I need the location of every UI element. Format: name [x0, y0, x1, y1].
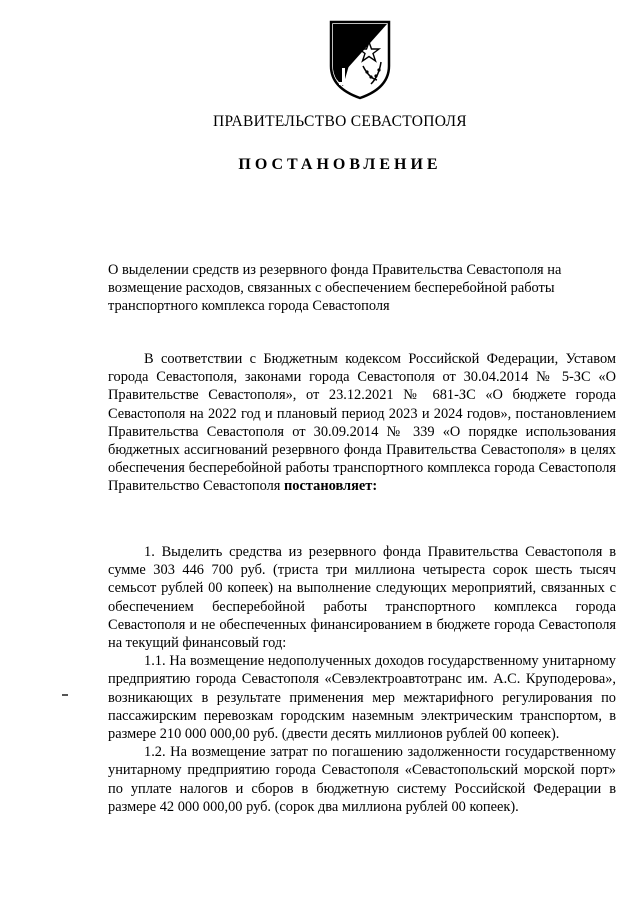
item-1-1: 1.1. На возмещение недополученных доходов государственному унитарному предприятию города Севастополя «Севэлектроавтотранс им. А.С. Круподерова», возникающих в результате применения мер межтарифного регулирования по пассажирским перевозкам городским наземным электрическим транспортом, в размере 210 000 000,00 руб. (двести десять миллионов рублей 00 копеек).: [108, 653, 616, 743]
item-1-2: 1.2. На возмещение затрат по погашению задолженности государственному унитарному предприятию города Севастополя «Севастопольский морской порт» по уплате налогов и сборов в бюджетную систему Российской Федерации в размере 42 000 000,00 руб. (сорок два миллиона рублей 00 копеек).: [108, 744, 616, 815]
resolution-items: [108, 543, 616, 816]
subject-text: О выделении средств из резервного фонда Правительства Севастополя на возмещение расходов, связанных с обеспечением бесперебойной работы транспортного комплекса города Севастополя: [108, 262, 562, 315]
coat-of-arms-icon: [325, 18, 395, 102]
document-type-title: ПОСТАНОВЛЕНИЕ: [238, 156, 442, 173]
document-subject: [108, 261, 616, 316]
preamble-text: В соответствии с Бюджетным кодексом Российской Федерации, Уставом города Севастополя, законами города Севастополя от 30.04.2014 № 5-ЗС «О Правительстве Севастополя», от 23.12.2021 № 681-ЗС «О бюджете города Севастополя на 2022 год и плановый период 2023 и 2024 годов», постановлением Правительства Севастополя от 30.09.2014 № 339 «О порядке использования бюджетных ассигнований резервного фонда Правительства Севастополя» в целях обеспечения бесперебойной работы транспортного комплекса города Севастополя Правительство Севастополя: [108, 351, 616, 495]
preamble: [108, 350, 616, 496]
margin-mark: [62, 694, 68, 696]
item-1: 1. Выделить средства из резервного фонда Правительства Севастополя в сумме 303 446 700 руб. (триста три миллиона четыреста сорок шесть тысяч семьсот рублей 00 копеек) на выполнение следующих мероприятий, связанных с обеспечением бесперебойной работы транспортного комплекса города Севастополя и не обеспеченных финансированием в бюджете города Севастополя на текущий финансовый год:: [108, 544, 616, 652]
government-name: ПРАВИТЕЛЬСТВО СЕВАСТОПОЛЯ: [213, 113, 467, 130]
resolves-word: постановляет:: [284, 478, 378, 495]
preamble-paragraph: [108, 350, 616, 496]
